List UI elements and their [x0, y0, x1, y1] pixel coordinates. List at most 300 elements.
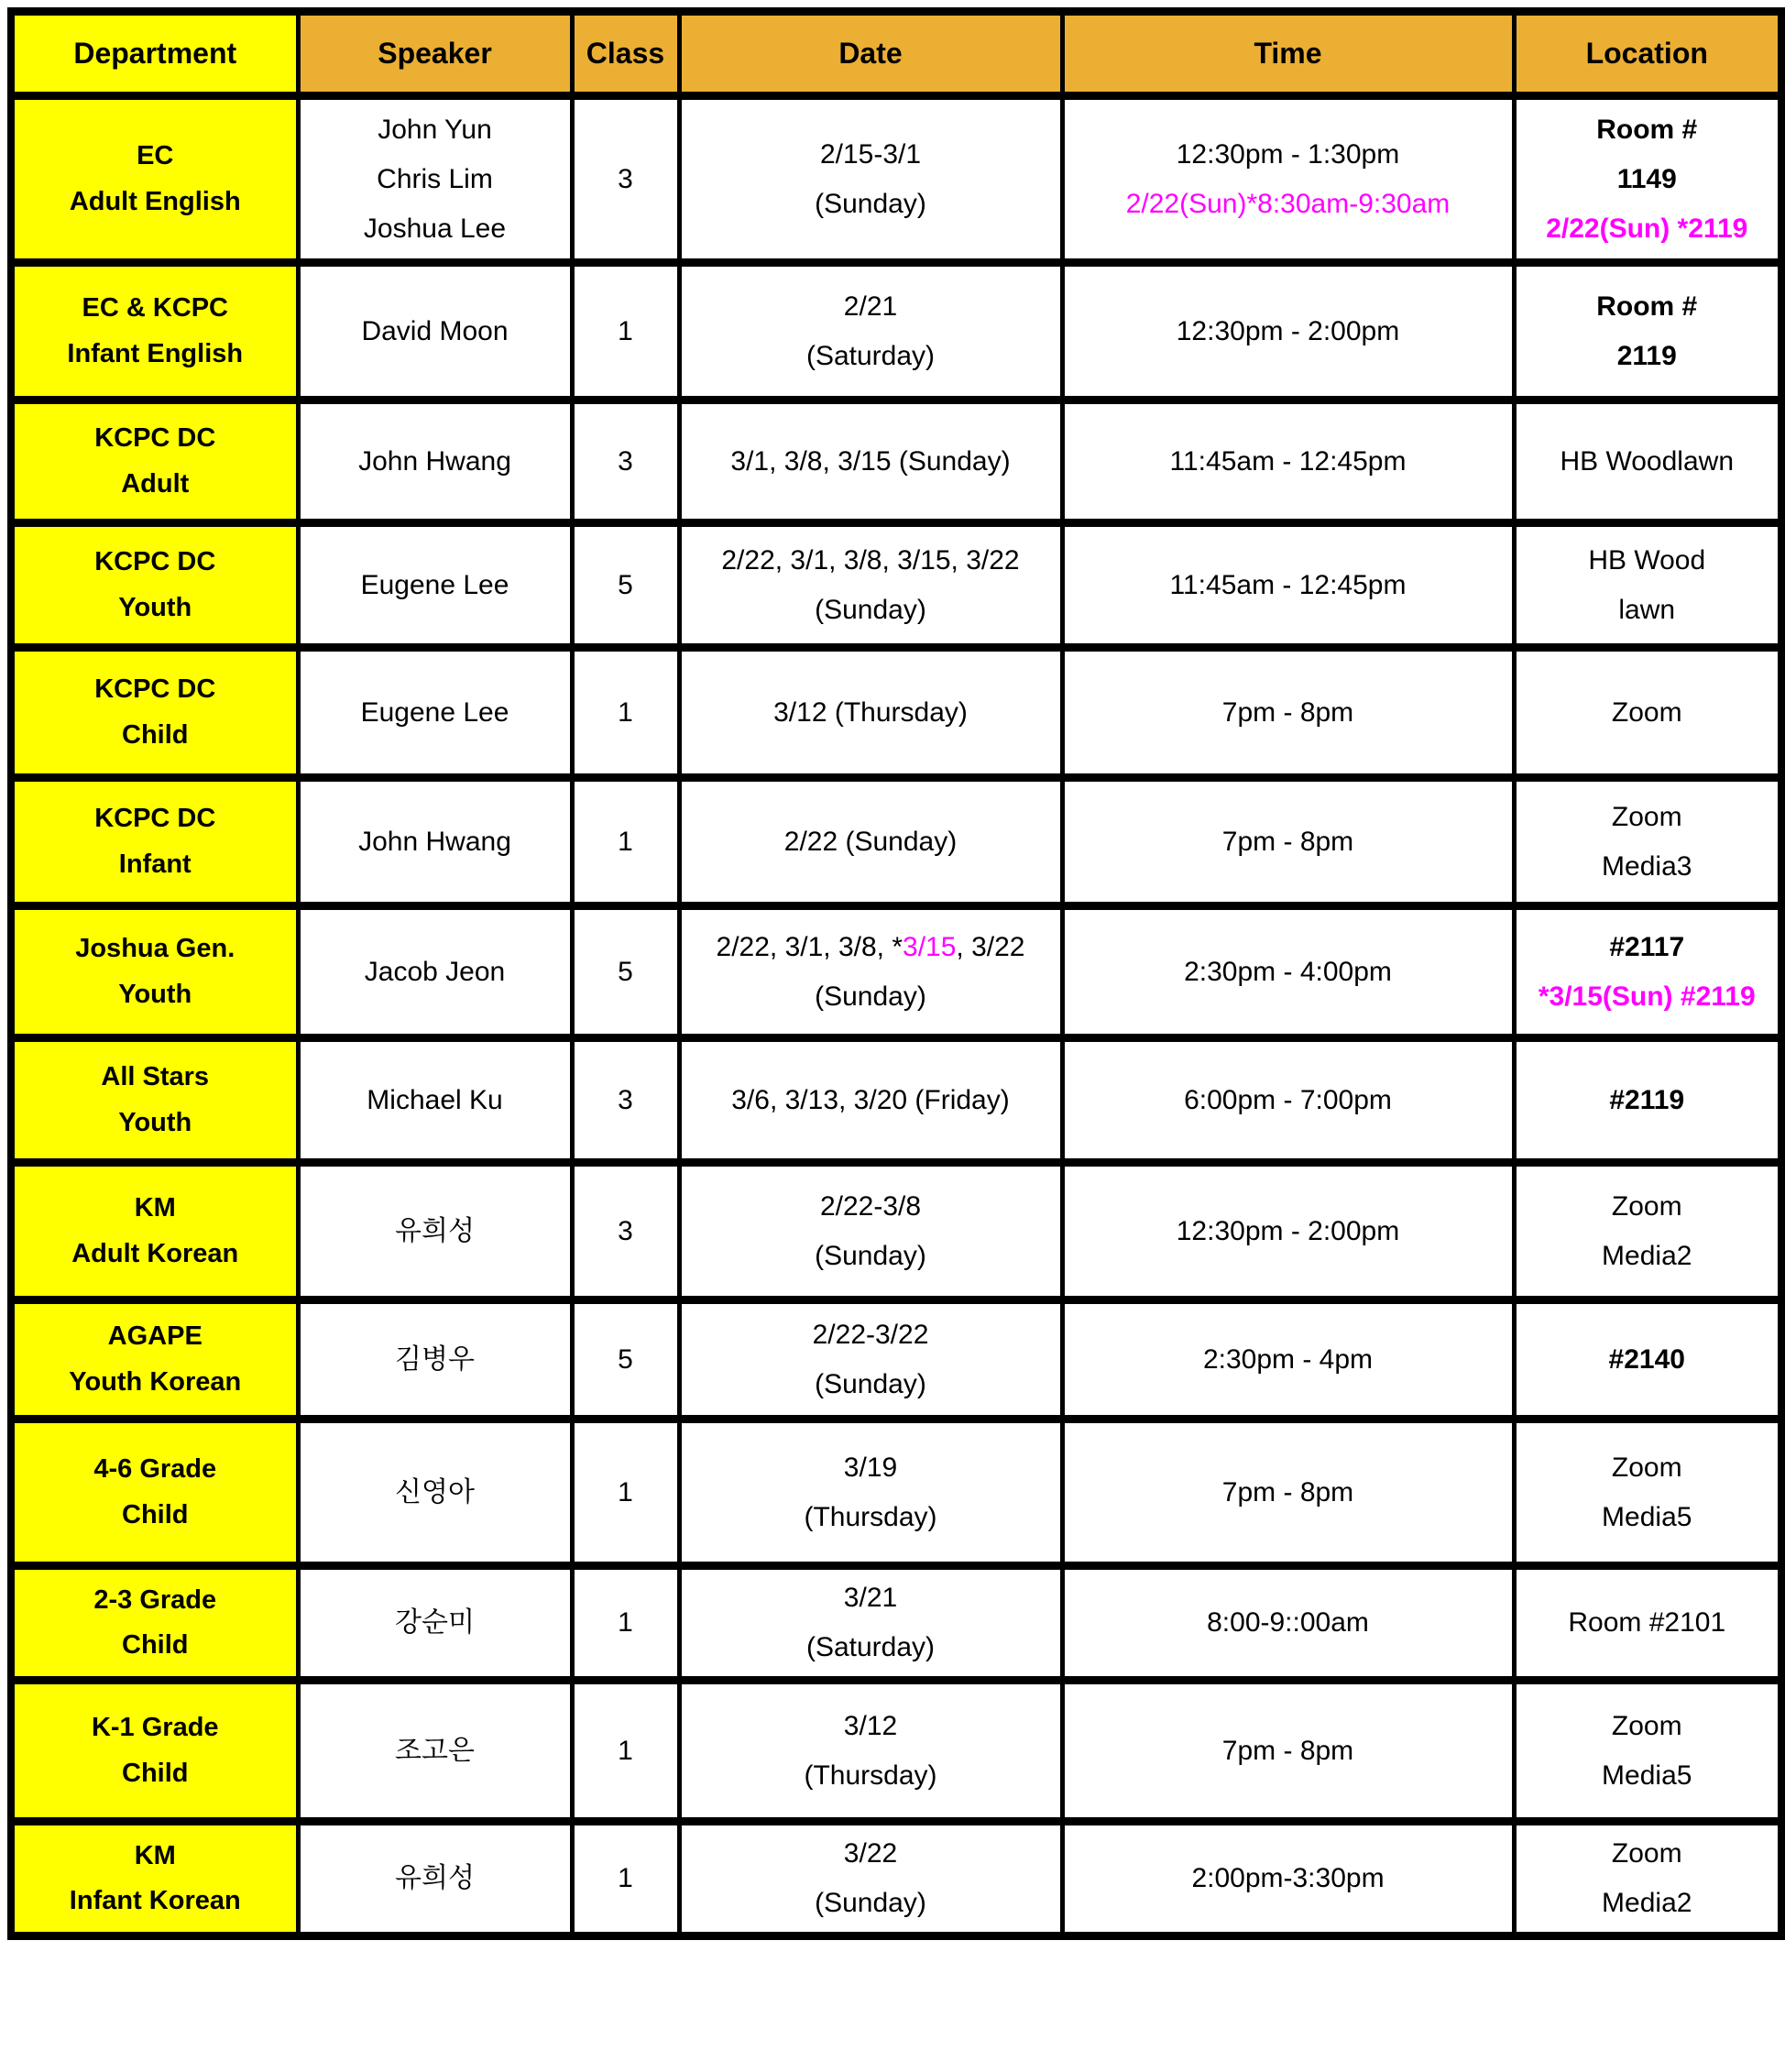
cell-location	[1514, 96, 1781, 263]
cell-text-line	[687, 437, 1055, 487]
cell-text-line	[20, 1055, 290, 1100]
cell-text-line	[1522, 155, 1773, 204]
text-segment: 5	[618, 956, 633, 987]
cell-text-line	[687, 1623, 1055, 1672]
cell-text-line	[1070, 1727, 1506, 1776]
cell-text-line	[306, 1727, 564, 1776]
text-segment: K-1 Grade	[91, 1713, 219, 1743]
cell-text-line	[1070, 561, 1506, 610]
cell-text-line	[1522, 793, 1773, 842]
cell-text-line	[306, 688, 564, 738]
cell-text-line	[1070, 180, 1506, 229]
cell-text-line	[687, 1829, 1055, 1879]
cell-department	[11, 96, 298, 263]
text-segment: 2-3 Grade	[93, 1584, 217, 1615]
cell-text-line	[1522, 1232, 1773, 1281]
text-segment: 7pm - 8pm	[1221, 1476, 1354, 1507]
table-row	[11, 96, 1781, 263]
text-segment: Zoom	[1611, 1838, 1682, 1869]
cell-text-line	[580, 1207, 672, 1256]
cell-class	[572, 1300, 679, 1420]
text-segment: Media5	[1602, 1760, 1692, 1791]
cell-text-line	[306, 307, 564, 356]
cell-time	[1062, 400, 1514, 523]
cell-time	[1062, 648, 1514, 778]
cell-text-line	[306, 1598, 564, 1648]
text-segment: Chris Lim	[377, 163, 493, 194]
cell-location	[1514, 263, 1781, 400]
text-segment: 1149	[1616, 163, 1677, 194]
column-header-class: Class	[572, 12, 679, 96]
text-segment: 3/12	[843, 1710, 898, 1741]
text-segment: 3/12 (Thursday)	[773, 696, 968, 728]
cell-location	[1514, 1163, 1781, 1300]
cell-location	[1514, 1420, 1781, 1566]
cell-date	[679, 1420, 1062, 1566]
cell-text-line	[306, 561, 564, 610]
cell-speaker	[298, 648, 572, 778]
cell-date	[679, 96, 1062, 263]
text-segment: 2/22 (Sunday)	[783, 826, 958, 857]
class-schedule-table	[7, 7, 1785, 1940]
cell-department	[11, 1420, 298, 1566]
cell-text-line	[1070, 817, 1506, 867]
cell-speaker	[298, 1163, 572, 1300]
cell-text-line	[20, 416, 290, 461]
text-segment: 3/22	[843, 1838, 898, 1869]
table-header	[11, 12, 1781, 96]
cell-text-line	[687, 586, 1055, 635]
cell-location	[1514, 1566, 1781, 1681]
cell-location	[1514, 648, 1781, 778]
cell-date	[679, 1822, 1062, 1936]
cell-location	[1514, 906, 1781, 1038]
text-segment: Media5	[1602, 1501, 1692, 1532]
text-segment: Eugene Lee	[360, 696, 509, 728]
cell-text-line	[20, 796, 290, 841]
text-segment: Adult English	[69, 186, 241, 216]
cell-text-line	[687, 1702, 1055, 1751]
cell-location	[1514, 523, 1781, 648]
cell-text-line	[20, 462, 290, 507]
cell-text-line	[687, 817, 1055, 867]
cell-date	[679, 1038, 1062, 1163]
cell-text-line	[20, 540, 290, 585]
cell-speaker	[298, 1566, 572, 1681]
cell-date	[679, 1163, 1062, 1300]
cell-date	[679, 263, 1062, 400]
cell-speaker	[298, 523, 572, 648]
cell-text-line	[20, 1623, 290, 1668]
cell-text-line	[687, 1310, 1055, 1360]
cell-text-line	[1522, 204, 1773, 254]
text-segment: 1	[618, 696, 633, 728]
cell-text-line	[20, 1232, 290, 1277]
cell-text-line	[20, 1879, 290, 1924]
text-segment: 6:00pm - 7:00pm	[1184, 1084, 1392, 1115]
text-segment: KM	[134, 1193, 176, 1223]
text-segment: 2:00pm-3:30pm	[1191, 1863, 1385, 1893]
cell-text-line	[306, 1854, 564, 1903]
cell-department	[11, 1566, 298, 1681]
cell-department	[11, 400, 298, 523]
cell-location	[1514, 1822, 1781, 1936]
column-header-time: Time	[1062, 12, 1514, 96]
text-segment: John Hwang	[358, 445, 511, 477]
cell-text-line	[306, 105, 564, 155]
column-header-speaker: Speaker	[298, 12, 572, 96]
text-segment: 강순미	[395, 1607, 475, 1638]
text-segment: 2/22, 3/1, 3/8, *	[716, 931, 903, 962]
text-segment: Child	[122, 1758, 189, 1788]
text-segment: 1	[618, 315, 633, 346]
text-segment: Zoom	[1611, 1452, 1682, 1483]
text-segment: KCPC DC	[94, 674, 216, 705]
cell-text-line	[1522, 1443, 1773, 1493]
text-segment: Zoom	[1611, 801, 1682, 832]
cell-class	[572, 400, 679, 523]
cell-time	[1062, 1420, 1514, 1566]
cell-text-line	[306, 1076, 564, 1125]
text-segment: Joshua Gen.	[75, 934, 235, 964]
cell-department	[11, 263, 298, 400]
text-segment: (Sunday)	[815, 1888, 926, 1918]
text-segment: 2/15-3/1	[819, 138, 922, 170]
text-segment: (Saturday)	[805, 1632, 936, 1662]
cell-class	[572, 1420, 679, 1566]
cell-time	[1062, 1681, 1514, 1822]
cell-speaker	[298, 906, 572, 1038]
text-segment: (Sunday)	[815, 1240, 926, 1271]
cell-text-line	[687, 130, 1055, 180]
text-segment: Youth Korean	[69, 1366, 242, 1397]
text-segment: All Stars	[101, 1062, 210, 1092]
table-row	[11, 1163, 1781, 1300]
cell-text-line	[687, 688, 1055, 738]
cell-text-line	[1522, 1879, 1773, 1928]
cell-class	[572, 1681, 679, 1822]
cell-speaker	[298, 778, 572, 906]
cell-text-line	[1522, 332, 1773, 381]
cell-speaker	[298, 400, 572, 523]
column-header-date: Date	[679, 12, 1062, 96]
cell-text-line	[20, 586, 290, 630]
cell-class	[572, 778, 679, 906]
cell-department	[11, 1822, 298, 1936]
highlighted-text: *3/15(Sun) #2119	[1538, 981, 1756, 1012]
table-row	[11, 1420, 1781, 1566]
cell-text-line	[580, 437, 672, 487]
cell-time	[1062, 1822, 1514, 1936]
text-segment: 3	[618, 445, 633, 477]
text-segment: 12:30pm - 2:00pm	[1176, 1215, 1400, 1246]
cell-class	[572, 1822, 679, 1936]
text-segment: (Sunday)	[815, 594, 926, 625]
cell-text-line	[20, 713, 290, 758]
text-segment: lawn	[1618, 594, 1676, 625]
cell-speaker	[298, 1822, 572, 1936]
text-segment: Media3	[1602, 850, 1692, 882]
cell-date	[679, 1566, 1062, 1681]
cell-text-line	[1522, 105, 1773, 155]
cell-text-line	[687, 332, 1055, 381]
text-segment: Infant	[118, 849, 192, 879]
cell-text-line	[1522, 1335, 1773, 1385]
cell-location	[1514, 1681, 1781, 1822]
cell-text-line	[306, 948, 564, 997]
text-segment: (Sunday)	[815, 981, 926, 1012]
text-segment: 2:30pm - 4pm	[1202, 1343, 1374, 1375]
cell-text-line	[20, 667, 290, 712]
cell-date	[679, 1300, 1062, 1420]
text-segment: Room #	[1596, 114, 1698, 145]
cell-text-line	[687, 1076, 1055, 1125]
text-segment: (Saturday)	[805, 340, 936, 371]
cell-text-line	[20, 972, 290, 1017]
cell-location	[1514, 1300, 1781, 1420]
text-segment: Child	[122, 1499, 189, 1529]
cell-text-line	[580, 1727, 672, 1776]
table-row	[11, 1566, 1781, 1681]
cell-text-line	[687, 1493, 1055, 1542]
cell-department	[11, 1163, 298, 1300]
cell-text-line	[306, 817, 564, 867]
cell-department	[11, 523, 298, 648]
cell-text-line	[687, 1182, 1055, 1232]
text-segment: Michael Ku	[367, 1084, 503, 1115]
column-header-location: Location	[1514, 12, 1781, 96]
cell-time	[1062, 1566, 1514, 1681]
text-segment: 3/19	[843, 1452, 898, 1483]
cell-text-line	[20, 134, 290, 179]
cell-text-line	[687, 282, 1055, 332]
cell-time	[1062, 1300, 1514, 1420]
text-segment: #2119	[1609, 1084, 1685, 1115]
cell-text-line	[1070, 948, 1506, 997]
table-row	[11, 523, 1781, 648]
text-segment: (Thursday)	[804, 1501, 937, 1532]
cell-text-line	[1070, 1076, 1506, 1125]
cell-date	[679, 523, 1062, 648]
cell-text-line	[306, 155, 564, 204]
text-segment: 2/22-3/8	[819, 1190, 922, 1222]
highlighted-text: 2/22(Sun) *2119	[1546, 213, 1748, 244]
table-row	[11, 778, 1781, 906]
text-segment: EC	[137, 141, 174, 171]
cell-text-line	[306, 204, 564, 254]
text-segment: Zoom	[1611, 1710, 1682, 1741]
cell-text-line	[1522, 1702, 1773, 1751]
cell-date	[679, 648, 1062, 778]
text-segment: 2/21	[843, 291, 898, 322]
cell-text-line	[1522, 688, 1773, 738]
cell-text-line	[1522, 586, 1773, 635]
cell-text-line	[306, 1335, 564, 1385]
column-header-department: Department	[11, 12, 298, 96]
cell-text-line	[580, 1598, 672, 1648]
cell-text-line	[1070, 437, 1506, 487]
cell-speaker	[298, 1681, 572, 1822]
cell-text-line	[580, 1076, 672, 1125]
cell-text-line	[1070, 1598, 1506, 1648]
cell-department	[11, 648, 298, 778]
text-segment: , 3/22	[956, 931, 1025, 962]
cell-class	[572, 1566, 679, 1681]
cell-text-line	[687, 1443, 1055, 1493]
cell-speaker	[298, 263, 572, 400]
text-segment: AGAPE	[107, 1321, 203, 1352]
cell-class	[572, 263, 679, 400]
text-segment: 3/21	[843, 1583, 898, 1613]
text-segment: Infant English	[67, 338, 244, 368]
cell-text-line	[687, 1360, 1055, 1409]
text-segment: Youth	[118, 1107, 192, 1137]
text-segment: Eugene Lee	[360, 569, 509, 600]
cell-text-line	[687, 1751, 1055, 1801]
cell-text-line	[687, 180, 1055, 229]
cell-speaker	[298, 96, 572, 263]
text-segment: 3	[618, 1084, 633, 1115]
cell-time	[1062, 1038, 1514, 1163]
text-segment: 1	[618, 1476, 633, 1507]
cell-text-line	[20, 1751, 290, 1796]
cell-date	[679, 400, 1062, 523]
cell-text-line	[580, 948, 672, 997]
table-row	[11, 648, 1781, 778]
cell-department	[11, 1038, 298, 1163]
text-segment: #2117	[1609, 931, 1685, 962]
cell-department	[11, 778, 298, 906]
cell-text-line	[20, 1314, 290, 1359]
text-segment: Youth	[118, 592, 192, 622]
cell-date	[679, 1681, 1062, 1822]
text-segment: Media2	[1602, 1240, 1692, 1271]
text-segment: 유희성	[395, 1863, 475, 1893]
text-segment: 김병우	[395, 1343, 475, 1375]
cell-text-line	[1522, 1598, 1773, 1648]
text-segment: 11:45am - 12:45pm	[1169, 569, 1407, 600]
table-row	[11, 400, 1781, 523]
table-body	[11, 96, 1781, 1936]
cell-time	[1062, 263, 1514, 400]
cell-text-line	[1070, 1335, 1506, 1385]
text-segment: 1	[618, 1735, 633, 1766]
cell-text-line	[1522, 1751, 1773, 1801]
text-segment: Adult	[121, 468, 190, 499]
text-segment: Child	[122, 719, 189, 750]
cell-text-line	[580, 155, 672, 204]
cell-class	[572, 1038, 679, 1163]
cell-text-line	[1522, 1829, 1773, 1879]
text-segment: 3/1, 3/8, 3/15 (Sunday)	[730, 445, 1011, 477]
cell-text-line	[20, 1186, 290, 1231]
text-segment: 유희성	[395, 1215, 475, 1246]
text-segment: 8:00-9::00am	[1207, 1607, 1369, 1638]
table-row	[11, 1822, 1781, 1936]
cell-speaker	[298, 1420, 572, 1566]
text-segment: 1	[618, 1863, 633, 1893]
cell-text-line	[20, 332, 290, 377]
text-segment: 5	[618, 1343, 633, 1375]
text-segment: 7pm - 8pm	[1221, 696, 1354, 728]
cell-text-line	[580, 688, 672, 738]
cell-text-line	[20, 842, 290, 887]
text-segment: KCPC DC	[94, 804, 216, 834]
text-segment: Zoom	[1611, 1190, 1682, 1222]
cell-department	[11, 906, 298, 1038]
cell-location	[1514, 400, 1781, 523]
cell-department	[11, 1300, 298, 1420]
text-segment: 신영아	[395, 1476, 475, 1507]
cell-class	[572, 1163, 679, 1300]
cell-location	[1514, 778, 1781, 906]
cell-text-line	[687, 923, 1055, 972]
text-segment: KCPC DC	[94, 547, 216, 577]
cell-text-line	[1070, 130, 1506, 180]
text-segment: 1	[618, 826, 633, 857]
cell-speaker	[298, 1038, 572, 1163]
text-segment: KM	[134, 1840, 176, 1870]
text-segment: (Thursday)	[804, 1760, 937, 1791]
cell-text-line	[1522, 1182, 1773, 1232]
text-segment: 5	[618, 569, 633, 600]
table-row	[11, 1681, 1781, 1822]
cell-time	[1062, 1163, 1514, 1300]
cell-text-line	[20, 1101, 290, 1146]
cell-text-line	[20, 286, 290, 331]
cell-text-line	[306, 1207, 564, 1256]
cell-text-line	[687, 536, 1055, 586]
cell-text-line	[580, 307, 672, 356]
cell-text-line	[1522, 437, 1773, 487]
cell-time	[1062, 96, 1514, 263]
cell-date	[679, 906, 1062, 1038]
cell-text-line	[20, 180, 290, 225]
table-row	[11, 906, 1781, 1038]
table-row	[11, 1038, 1781, 1163]
cell-text-line	[580, 1854, 672, 1903]
cell-text-line	[1522, 972, 1773, 1022]
text-segment: HB Wood	[1588, 544, 1706, 576]
text-segment: John Yun	[378, 114, 492, 145]
highlighted-text: 2/22(Sun)*8:30am-9:30am	[1125, 188, 1451, 219]
text-segment: 1	[618, 1607, 633, 1638]
header-row	[11, 12, 1781, 96]
cell-text-line	[20, 1834, 290, 1879]
text-segment: 3	[618, 1215, 633, 1246]
text-segment: Zoom	[1611, 696, 1682, 728]
text-segment: 4-6 Grade	[93, 1454, 217, 1485]
cell-text-line	[580, 561, 672, 610]
cell-text-line	[20, 926, 290, 971]
text-segment: 조고은	[395, 1735, 475, 1766]
text-segment: John Hwang	[358, 826, 511, 857]
text-segment: #2140	[1608, 1343, 1685, 1375]
cell-text-line	[580, 817, 672, 867]
text-segment: KCPC DC	[94, 423, 216, 454]
cell-text-line	[1522, 923, 1773, 972]
text-segment: 2/22, 3/1, 3/8, 3/15, 3/22	[721, 544, 1020, 576]
text-segment: 3/6, 3/13, 3/20 (Friday)	[731, 1084, 1010, 1115]
cell-text-line	[1522, 536, 1773, 586]
cell-text-line	[687, 1879, 1055, 1928]
cell-text-line	[20, 1360, 290, 1405]
text-segment: 12:30pm - 1:30pm	[1176, 138, 1400, 170]
cell-text-line	[1522, 282, 1773, 332]
text-segment: 2:30pm - 4:00pm	[1184, 956, 1392, 987]
cell-class	[572, 96, 679, 263]
cell-speaker	[298, 1300, 572, 1420]
